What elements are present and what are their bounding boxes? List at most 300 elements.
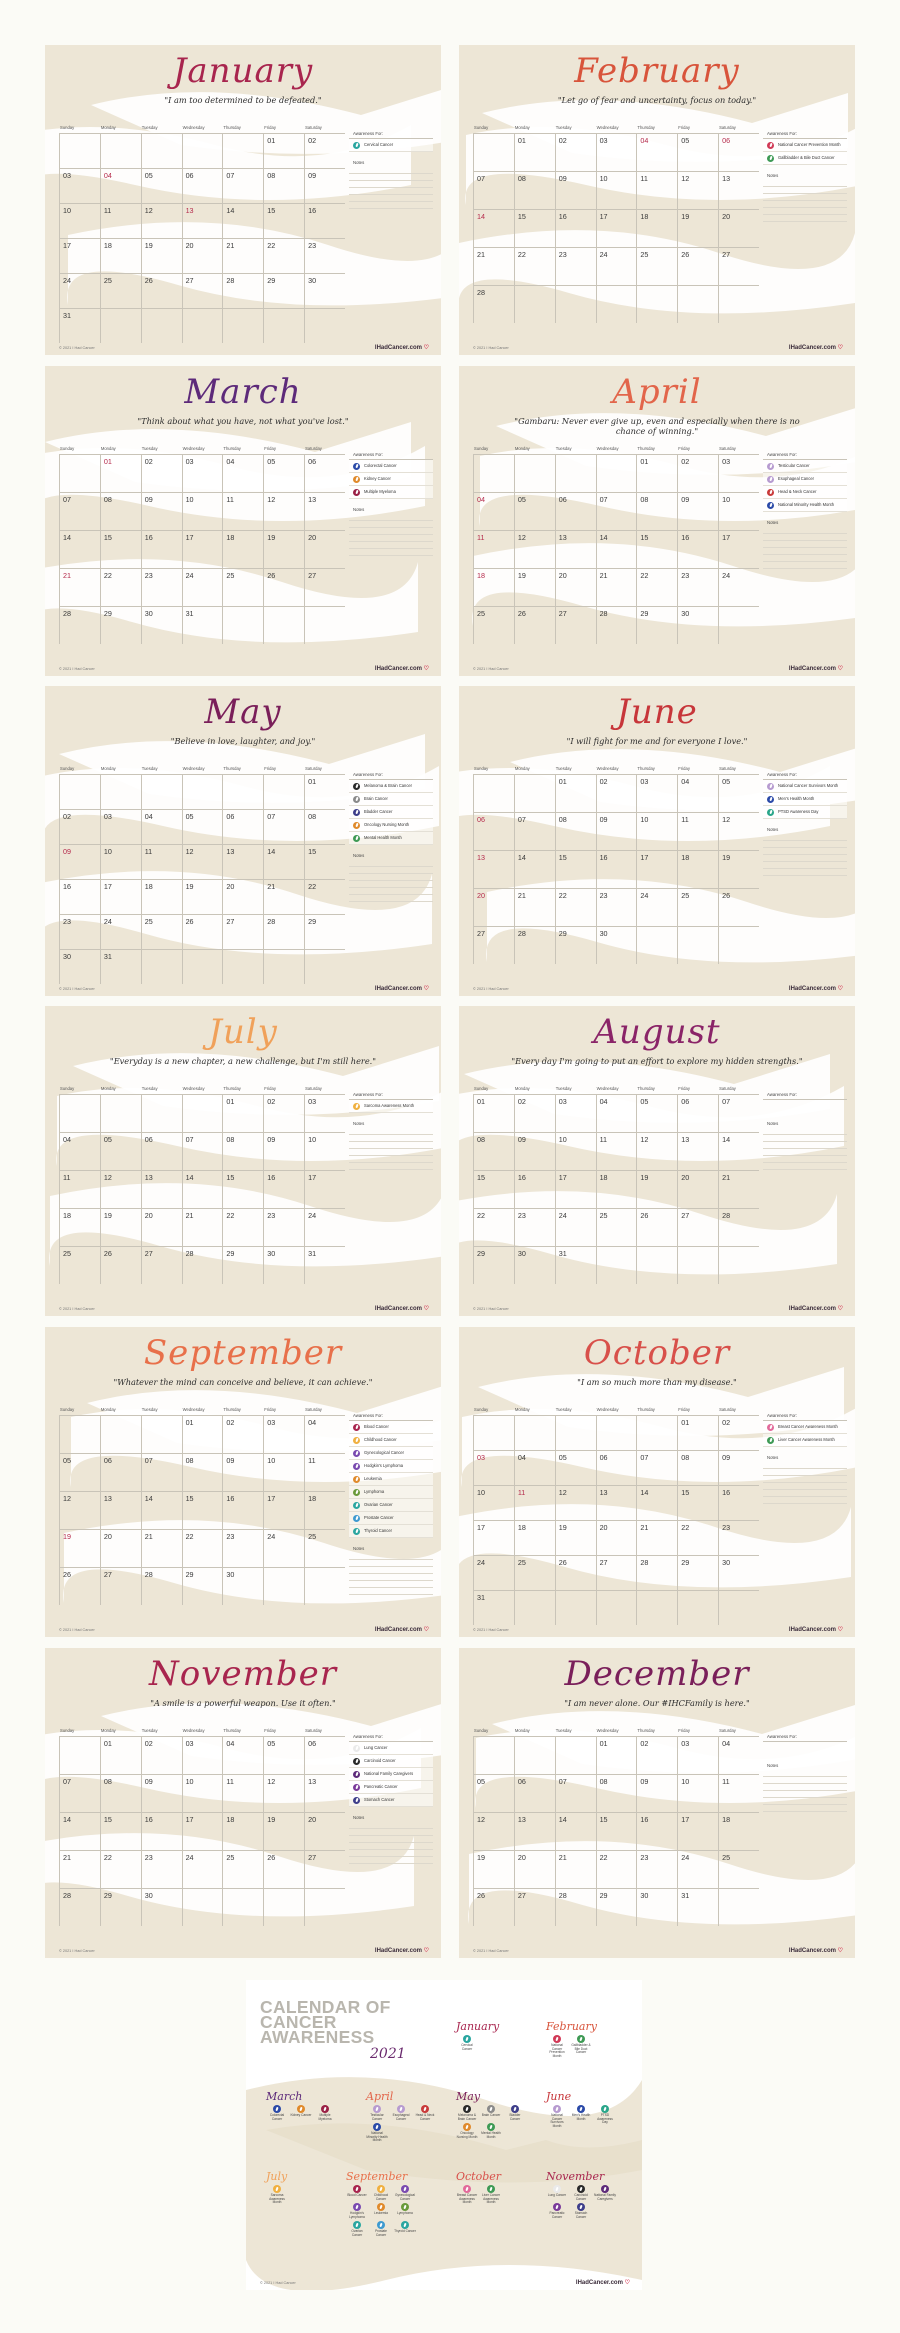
day-cell[interactable]: [677, 1415, 718, 1450]
day-cell[interactable]: [263, 774, 304, 809]
day-cell[interactable]: [514, 1132, 555, 1170]
day-cell[interactable]: [182, 1774, 223, 1812]
day-cell[interactable]: [141, 844, 182, 879]
notes-panel[interactable]: [349, 853, 433, 902]
day-cell[interactable]: [222, 1774, 263, 1812]
day-cell[interactable]: [100, 844, 141, 879]
day-cell[interactable]: [677, 774, 718, 812]
day-cell[interactable]: [59, 568, 100, 606]
day-cell[interactable]: [141, 1208, 182, 1246]
day-cell[interactable]: [555, 1094, 596, 1132]
day-cell[interactable]: [304, 168, 345, 203]
day-cell[interactable]: [555, 926, 596, 964]
day-cell[interactable]: [141, 1094, 182, 1132]
day-cell[interactable]: [555, 1246, 596, 1284]
day-cell[interactable]: [596, 530, 637, 568]
day-cell[interactable]: [59, 1736, 100, 1774]
notes-panel[interactable]: [763, 1121, 847, 1170]
day-cell[interactable]: [222, 1208, 263, 1246]
day-cell[interactable]: [677, 606, 718, 644]
day-cell[interactable]: [59, 1888, 100, 1926]
day-cell[interactable]: [100, 1850, 141, 1888]
day-cell[interactable]: [596, 454, 637, 492]
day-cell[interactable]: [222, 1453, 263, 1491]
day-cell[interactable]: [100, 238, 141, 273]
day-cell[interactable]: [59, 308, 100, 343]
day-cell[interactable]: [304, 1812, 345, 1850]
day-cell[interactable]: [555, 209, 596, 247]
day-cell[interactable]: [473, 812, 514, 850]
day-cell[interactable]: [100, 1453, 141, 1491]
day-cell[interactable]: [636, 1555, 677, 1590]
day-cell[interactable]: [473, 171, 514, 209]
day-cell[interactable]: [222, 1888, 263, 1926]
day-cell[interactable]: [514, 568, 555, 606]
day-cell[interactable]: [304, 1567, 345, 1605]
day-cell[interactable]: [718, 926, 759, 964]
day-cell[interactable]: [636, 1132, 677, 1170]
day-cell[interactable]: [263, 568, 304, 606]
day-cell[interactable]: [636, 1450, 677, 1485]
day-cell[interactable]: [718, 888, 759, 926]
day-cell[interactable]: [59, 238, 100, 273]
notes-panel[interactable]: [763, 173, 847, 222]
day-cell[interactable]: [263, 238, 304, 273]
day-cell[interactable]: [182, 879, 223, 914]
day-cell[interactable]: [596, 247, 637, 285]
day-cell[interactable]: [222, 949, 263, 984]
day-cell[interactable]: [514, 1850, 555, 1888]
day-cell[interactable]: [222, 1132, 263, 1170]
day-cell[interactable]: [59, 1246, 100, 1284]
day-cell[interactable]: [304, 949, 345, 984]
day-cell[interactable]: [718, 285, 759, 323]
day-cell[interactable]: [473, 133, 514, 171]
day-cell[interactable]: [596, 1888, 637, 1926]
day-cell[interactable]: [514, 454, 555, 492]
day-cell[interactable]: [182, 1567, 223, 1605]
day-cell[interactable]: [718, 1450, 759, 1485]
day-cell[interactable]: [473, 1485, 514, 1520]
day-cell[interactable]: [555, 1450, 596, 1485]
day-cell[interactable]: [304, 1132, 345, 1170]
day-cell[interactable]: [636, 209, 677, 247]
day-cell[interactable]: [473, 1555, 514, 1590]
day-cell[interactable]: [636, 247, 677, 285]
day-cell[interactable]: [514, 850, 555, 888]
day-cell[interactable]: [182, 1888, 223, 1926]
day-cell[interactable]: [263, 1415, 304, 1453]
day-cell[interactable]: [263, 1170, 304, 1208]
day-cell[interactable]: [718, 1132, 759, 1170]
day-cell[interactable]: [222, 1529, 263, 1567]
notes-panel[interactable]: [349, 160, 433, 209]
day-cell[interactable]: [718, 1170, 759, 1208]
day-cell[interactable]: [555, 1888, 596, 1926]
day-cell[interactable]: [59, 273, 100, 308]
day-cell[interactable]: [473, 1208, 514, 1246]
notes-panel[interactable]: [349, 1121, 433, 1170]
day-cell[interactable]: [222, 1736, 263, 1774]
day-cell[interactable]: [141, 492, 182, 530]
day-cell[interactable]: [304, 1774, 345, 1812]
notes-panel[interactable]: [763, 520, 847, 569]
day-cell[interactable]: [677, 492, 718, 530]
day-cell[interactable]: [555, 530, 596, 568]
day-cell[interactable]: [473, 285, 514, 323]
day-cell[interactable]: [636, 530, 677, 568]
day-cell[interactable]: [59, 1850, 100, 1888]
day-cell[interactable]: [514, 133, 555, 171]
day-cell[interactable]: [222, 273, 263, 308]
day-cell[interactable]: [182, 1415, 223, 1453]
day-cell[interactable]: [514, 812, 555, 850]
day-cell[interactable]: [222, 203, 263, 238]
day-cell[interactable]: [100, 273, 141, 308]
day-cell[interactable]: [222, 1850, 263, 1888]
day-cell[interactable]: [141, 1246, 182, 1284]
day-cell[interactable]: [100, 168, 141, 203]
day-cell[interactable]: [473, 492, 514, 530]
day-cell[interactable]: [182, 774, 223, 809]
day-cell[interactable]: [100, 1774, 141, 1812]
day-cell[interactable]: [636, 1590, 677, 1625]
day-cell[interactable]: [718, 209, 759, 247]
day-cell[interactable]: [555, 1850, 596, 1888]
day-cell[interactable]: [222, 1491, 263, 1529]
day-cell[interactable]: [473, 850, 514, 888]
day-cell[interactable]: [263, 530, 304, 568]
day-cell[interactable]: [263, 949, 304, 984]
day-cell[interactable]: [100, 1888, 141, 1926]
day-cell[interactable]: [555, 492, 596, 530]
day-cell[interactable]: [596, 850, 637, 888]
day-cell[interactable]: [141, 454, 182, 492]
day-cell[interactable]: [636, 133, 677, 171]
day-cell[interactable]: [636, 888, 677, 926]
day-cell[interactable]: [636, 171, 677, 209]
day-cell[interactable]: [473, 1520, 514, 1555]
day-cell[interactable]: [304, 133, 345, 168]
day-cell[interactable]: [473, 1774, 514, 1812]
day-cell[interactable]: [59, 606, 100, 644]
day-cell[interactable]: [718, 1520, 759, 1555]
day-cell[interactable]: [182, 1453, 223, 1491]
day-cell[interactable]: [555, 774, 596, 812]
day-cell[interactable]: [141, 273, 182, 308]
day-cell[interactable]: [222, 879, 263, 914]
day-cell[interactable]: [59, 1132, 100, 1170]
day-cell[interactable]: [677, 247, 718, 285]
day-cell[interactable]: [304, 774, 345, 809]
day-cell[interactable]: [514, 926, 555, 964]
day-cell[interactable]: [596, 1132, 637, 1170]
day-cell[interactable]: [263, 1453, 304, 1491]
day-cell[interactable]: [263, 879, 304, 914]
day-cell[interactable]: [182, 1132, 223, 1170]
day-cell[interactable]: [636, 285, 677, 323]
day-cell[interactable]: [473, 888, 514, 926]
day-cell[interactable]: [555, 133, 596, 171]
day-cell[interactable]: [514, 1812, 555, 1850]
day-cell[interactable]: [718, 1485, 759, 1520]
day-cell[interactable]: [677, 1520, 718, 1555]
day-cell[interactable]: [514, 1415, 555, 1450]
notes-panel[interactable]: [763, 1455, 847, 1504]
day-cell[interactable]: [222, 844, 263, 879]
day-cell[interactable]: [718, 1246, 759, 1284]
day-cell[interactable]: [636, 1170, 677, 1208]
day-cell[interactable]: [182, 454, 223, 492]
day-cell[interactable]: [182, 568, 223, 606]
day-cell[interactable]: [100, 492, 141, 530]
day-cell[interactable]: [263, 1774, 304, 1812]
day-cell[interactable]: [100, 1736, 141, 1774]
day-cell[interactable]: [222, 168, 263, 203]
day-cell[interactable]: [636, 1246, 677, 1284]
day-cell[interactable]: [304, 308, 345, 343]
day-cell[interactable]: [182, 809, 223, 844]
day-cell[interactable]: [222, 454, 263, 492]
day-cell[interactable]: [304, 530, 345, 568]
day-cell[interactable]: [263, 454, 304, 492]
day-cell[interactable]: [677, 530, 718, 568]
day-cell[interactable]: [59, 1812, 100, 1850]
day-cell[interactable]: [718, 247, 759, 285]
day-cell[interactable]: [677, 285, 718, 323]
day-cell[interactable]: [718, 492, 759, 530]
day-cell[interactable]: [718, 606, 759, 644]
day-cell[interactable]: [514, 1094, 555, 1132]
day-cell[interactable]: [473, 1812, 514, 1850]
day-cell[interactable]: [304, 568, 345, 606]
day-cell[interactable]: [141, 203, 182, 238]
day-cell[interactable]: [222, 1094, 263, 1132]
day-cell[interactable]: [677, 1736, 718, 1774]
day-cell[interactable]: [263, 168, 304, 203]
day-cell[interactable]: [677, 454, 718, 492]
day-cell[interactable]: [59, 168, 100, 203]
day-cell[interactable]: [514, 606, 555, 644]
day-cell[interactable]: [59, 492, 100, 530]
day-cell[interactable]: [473, 1094, 514, 1132]
day-cell[interactable]: [222, 914, 263, 949]
day-cell[interactable]: [100, 1132, 141, 1170]
day-cell[interactable]: [677, 888, 718, 926]
day-cell[interactable]: [596, 1555, 637, 1590]
day-cell[interactable]: [677, 850, 718, 888]
day-cell[interactable]: [141, 949, 182, 984]
day-cell[interactable]: [718, 1812, 759, 1850]
day-cell[interactable]: [677, 171, 718, 209]
day-cell[interactable]: [718, 1415, 759, 1450]
day-cell[interactable]: [59, 1774, 100, 1812]
day-cell[interactable]: [141, 1812, 182, 1850]
notes-panel[interactable]: [349, 1815, 433, 1864]
day-cell[interactable]: [141, 1491, 182, 1529]
day-cell[interactable]: [473, 1246, 514, 1284]
notes-panel[interactable]: [763, 1763, 847, 1812]
day-cell[interactable]: [100, 133, 141, 168]
day-cell[interactable]: [514, 1774, 555, 1812]
day-cell[interactable]: [677, 568, 718, 606]
day-cell[interactable]: [304, 1208, 345, 1246]
day-cell[interactable]: [718, 171, 759, 209]
day-cell[interactable]: [100, 308, 141, 343]
day-cell[interactable]: [263, 1491, 304, 1529]
day-cell[interactable]: [473, 774, 514, 812]
day-cell[interactable]: [514, 1888, 555, 1926]
day-cell[interactable]: [677, 1170, 718, 1208]
day-cell[interactable]: [141, 1774, 182, 1812]
day-cell[interactable]: [718, 568, 759, 606]
day-cell[interactable]: [304, 492, 345, 530]
day-cell[interactable]: [677, 1246, 718, 1284]
day-cell[interactable]: [718, 1736, 759, 1774]
day-cell[interactable]: [141, 530, 182, 568]
day-cell[interactable]: [473, 1450, 514, 1485]
day-cell[interactable]: [596, 492, 637, 530]
day-cell[interactable]: [514, 285, 555, 323]
day-cell[interactable]: [677, 1094, 718, 1132]
day-cell[interactable]: [514, 1485, 555, 1520]
day-cell[interactable]: [596, 568, 637, 606]
day-cell[interactable]: [263, 914, 304, 949]
day-cell[interactable]: [59, 809, 100, 844]
day-cell[interactable]: [677, 926, 718, 964]
day-cell[interactable]: [555, 1774, 596, 1812]
day-cell[interactable]: [718, 454, 759, 492]
day-cell[interactable]: [636, 812, 677, 850]
day-cell[interactable]: [100, 1094, 141, 1132]
day-cell[interactable]: [100, 530, 141, 568]
day-cell[interactable]: [141, 914, 182, 949]
day-cell[interactable]: [555, 812, 596, 850]
day-cell[interactable]: [555, 888, 596, 926]
day-cell[interactable]: [222, 1170, 263, 1208]
day-cell[interactable]: [182, 1208, 223, 1246]
day-cell[interactable]: [222, 809, 263, 844]
day-cell[interactable]: [59, 1415, 100, 1453]
day-cell[interactable]: [555, 285, 596, 323]
day-cell[interactable]: [222, 530, 263, 568]
day-cell[interactable]: [263, 1094, 304, 1132]
day-cell[interactable]: [59, 879, 100, 914]
day-cell[interactable]: [263, 844, 304, 879]
day-cell[interactable]: [473, 209, 514, 247]
day-cell[interactable]: [304, 1491, 345, 1529]
day-cell[interactable]: [304, 809, 345, 844]
day-cell[interactable]: [263, 1208, 304, 1246]
day-cell[interactable]: [473, 606, 514, 644]
day-cell[interactable]: [304, 1453, 345, 1491]
day-cell[interactable]: [304, 879, 345, 914]
day-cell[interactable]: [473, 530, 514, 568]
day-cell[interactable]: [514, 492, 555, 530]
day-cell[interactable]: [263, 492, 304, 530]
day-cell[interactable]: [222, 133, 263, 168]
day-cell[interactable]: [596, 1850, 637, 1888]
day-cell[interactable]: [596, 1590, 637, 1625]
day-cell[interactable]: [182, 844, 223, 879]
day-cell[interactable]: [514, 1170, 555, 1208]
day-cell[interactable]: [636, 1094, 677, 1132]
day-cell[interactable]: [596, 171, 637, 209]
day-cell[interactable]: [100, 454, 141, 492]
day-cell[interactable]: [182, 1246, 223, 1284]
day-cell[interactable]: [636, 606, 677, 644]
day-cell[interactable]: [59, 1170, 100, 1208]
day-cell[interactable]: [677, 1590, 718, 1625]
day-cell[interactable]: [514, 530, 555, 568]
day-cell[interactable]: [718, 1208, 759, 1246]
day-cell[interactable]: [596, 606, 637, 644]
day-cell[interactable]: [636, 1812, 677, 1850]
day-cell[interactable]: [59, 454, 100, 492]
day-cell[interactable]: [636, 1485, 677, 1520]
day-cell[interactable]: [514, 1450, 555, 1485]
day-cell[interactable]: [596, 888, 637, 926]
day-cell[interactable]: [718, 1590, 759, 1625]
day-cell[interactable]: [100, 914, 141, 949]
day-cell[interactable]: [514, 888, 555, 926]
day-cell[interactable]: [636, 1850, 677, 1888]
day-cell[interactable]: [555, 171, 596, 209]
day-cell[interactable]: [263, 809, 304, 844]
day-cell[interactable]: [222, 568, 263, 606]
day-cell[interactable]: [514, 1520, 555, 1555]
day-cell[interactable]: [59, 844, 100, 879]
day-cell[interactable]: [555, 1555, 596, 1590]
day-cell[interactable]: [677, 133, 718, 171]
day-cell[interactable]: [141, 774, 182, 809]
day-cell[interactable]: [718, 774, 759, 812]
day-cell[interactable]: [222, 1567, 263, 1605]
day-cell[interactable]: [304, 1888, 345, 1926]
day-cell[interactable]: [636, 1888, 677, 1926]
day-cell[interactable]: [263, 1888, 304, 1926]
day-cell[interactable]: [718, 1850, 759, 1888]
day-cell[interactable]: [473, 1590, 514, 1625]
day-cell[interactable]: [182, 1812, 223, 1850]
day-cell[interactable]: [555, 1170, 596, 1208]
day-cell[interactable]: [100, 568, 141, 606]
day-cell[interactable]: [222, 308, 263, 343]
day-cell[interactable]: [636, 926, 677, 964]
day-cell[interactable]: [304, 1850, 345, 1888]
notes-panel[interactable]: [763, 827, 847, 876]
day-cell[interactable]: [596, 1415, 637, 1450]
day-cell[interactable]: [555, 606, 596, 644]
day-cell[interactable]: [182, 1170, 223, 1208]
day-cell[interactable]: [100, 949, 141, 984]
day-cell[interactable]: [304, 454, 345, 492]
day-cell[interactable]: [59, 1094, 100, 1132]
day-cell[interactable]: [59, 1453, 100, 1491]
day-cell[interactable]: [100, 1567, 141, 1605]
day-cell[interactable]: [304, 238, 345, 273]
day-cell[interactable]: [182, 1850, 223, 1888]
day-cell[interactable]: [596, 1208, 637, 1246]
day-cell[interactable]: [182, 1094, 223, 1132]
day-cell[interactable]: [304, 1529, 345, 1567]
day-cell[interactable]: [263, 133, 304, 168]
day-cell[interactable]: [182, 530, 223, 568]
day-cell[interactable]: [141, 879, 182, 914]
day-cell[interactable]: [263, 1850, 304, 1888]
day-cell[interactable]: [59, 949, 100, 984]
day-cell[interactable]: [263, 203, 304, 238]
